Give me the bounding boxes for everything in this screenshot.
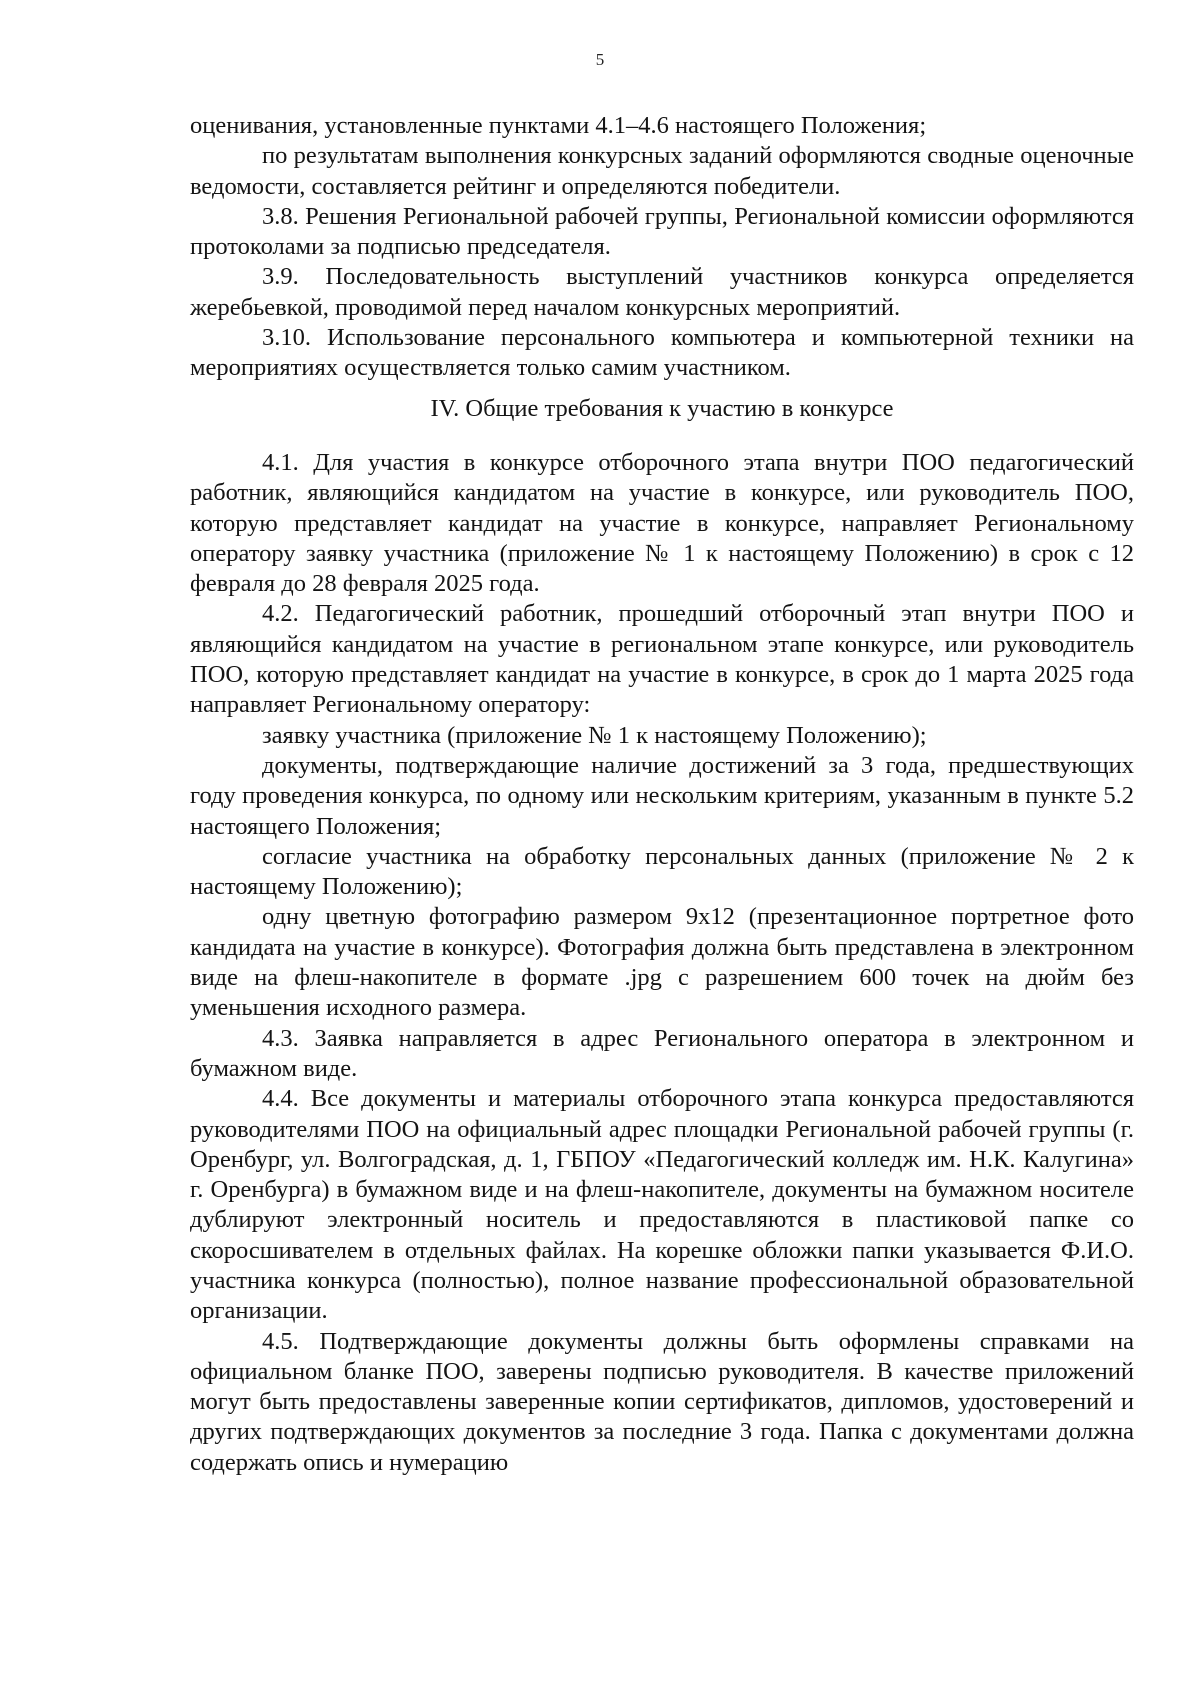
- paragraph-3-8: 3.8. Решения Региональной рабочей группы, Региональной комиссии оформляются протоколами за подписью председателя.: [190, 202, 1134, 261]
- paragraph-4-5: 4.5. Подтверждающие документы должны быть оформлены справками на официальном бланке ПОО, заверены подписью руководителя. В качестве приложений могут быть предоставлены заверенные копии сертификатов, дипломов, удостоверений и других подтверждающих документов за последние 3 года. Папка с документами должна содержать опись и нумерацию: [190, 1327, 1134, 1476]
- page-number: 5: [595, 50, 605, 69]
- paragraph-continuation: оценивания, установленные пунктами 4.1–4.6 настоящего Положения;: [190, 112, 927, 139]
- list-item-application: заявку участника (приложение № 1 к настоящему Положению);: [262, 721, 927, 749]
- list-item-documents: документы, подтверждающие наличие достижений за 3 года, предшествующих году проведения конкурса, по одному или нескольким критериям, указанным в пункте 5.2 настоящего Положения;: [190, 751, 1134, 840]
- section-heading: IV. Общие требования к участию в конкурсе: [430, 394, 894, 422]
- paragraph-4-4: 4.4. Все документы и материалы отборочного этапа конкурса предоставляются руководителями ПОО на официальный адрес площадки Региональной рабочей группы (г. Оренбург, ул. Волгоградская, д. 1, ГБПОУ «Педагогический колледж им. Н.К. Калугина» г. Оренбурга) в бумажном виде и на флеш-накопителе, документы на бумажном носителе дублируют электронный носитель и предоставляются в пластиковой папке со скоросшивателем в отдельных файлах. На корешке обложки папки указывается Ф.И.О. участника конкурса (полностью), полное название профессиональной образовательной организации.: [190, 1085, 1134, 1325]
- paragraph-4-2: 4.2. Педагогический работник, прошедший отборочный этап внутри ПОО и являющийся кандидатом на участие в региональном этапе конкурсе, или руководитель ПОО, которую представляет кандидат на участие в конкурсе, в срок до 1 марта 2025 года направляет Региональному оператору:: [190, 600, 1134, 719]
- paragraph-3-10: 3.10. Использование персонального компьютера и компьютерной техники на мероприятиях осуществляется только самим участником.: [190, 324, 1134, 382]
- paragraph-4-3: 4.3. Заявка направляется в адрес Регионального оператора в электронном и бумажном виде.: [190, 1024, 1134, 1082]
- list-item-photo: одну цветную фотографию размером 9x12 (презентационное портретное фото кандидата на участие в конкурсе). Фотография должна быть представлена в электронном виде на флеш-накопителе в формате .jpg с разрешением 600 точек на дюйм без уменьшения исходного размера.: [190, 903, 1134, 1022]
- paragraph-3-9: 3.9. Последовательность выступлений участников конкурса определяется жеребьевкой, проводимой перед началом конкурсных мероприятий.: [190, 263, 1134, 321]
- paragraph-results: по результатам выполнения конкурсных заданий оформляются сводные оценочные ведомости, составляется рейтинг и определяются победители.: [190, 142, 1134, 200]
- paragraph-4-1: 4.1. Для участия в конкурсе отборочного этапа внутри ПОО педагогический работник, являющийся кандидатом на участие в конкурсе, или руководитель ПОО, которую представляет кандидат на участие в конкурсе, направляет Региональному оператору заявку участника (приложение № 1 к настоящему Положению) в срок с 12 февраля до 28 февраля 2025 года.: [190, 448, 1134, 598]
- document-body: [190, 111, 1134, 1478]
- list-item-consent: согласие участника на обработку персональных данных (приложение № 2 к настоящему Положению);: [190, 842, 1134, 901]
